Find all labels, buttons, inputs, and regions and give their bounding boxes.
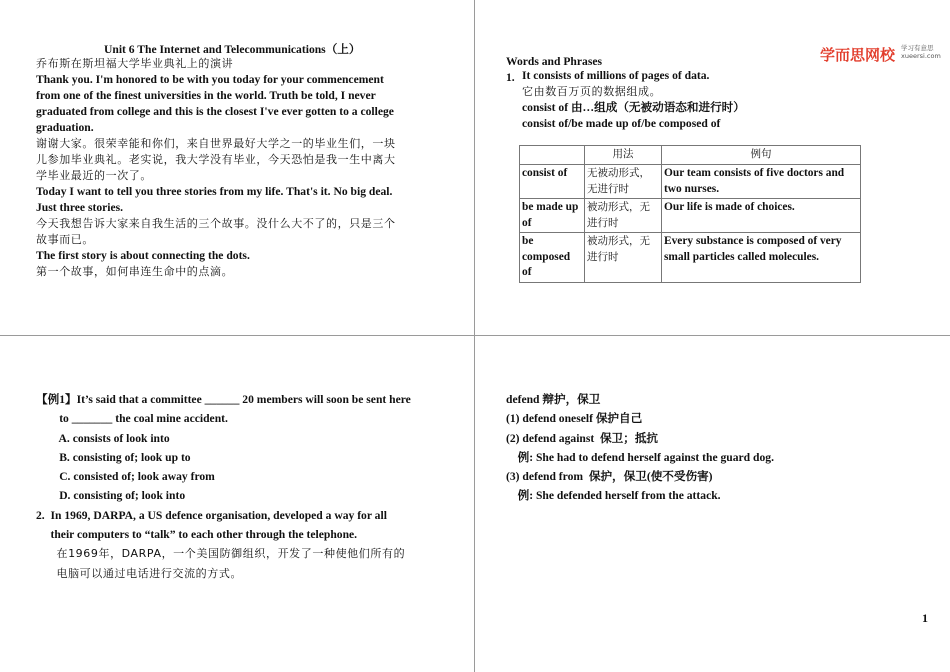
phrase-cell: be composed of	[520, 233, 585, 283]
table-row	[520, 199, 861, 233]
table-header-row	[520, 146, 861, 165]
table-header-cell: 例句	[662, 146, 861, 165]
slide4-body	[506, 390, 774, 506]
table-row	[520, 165, 861, 199]
text-line: consist of 由…组成（无被动语态和进行时）	[522, 101, 745, 114]
page-number: 1	[922, 611, 928, 625]
text-line: Today I want to tell you three stories from my life. That's it. No big deal.	[36, 185, 393, 198]
text-line: C. consisted of; look away from	[36, 470, 215, 484]
usage-cell: 被动形式，无进行时	[585, 233, 662, 283]
table-row	[520, 233, 861, 283]
vertical-divider	[474, 0, 475, 672]
horizontal-divider	[0, 335, 950, 336]
text-line: Just three stories.	[36, 201, 124, 214]
logo-main-text: 学而思网校	[820, 46, 896, 64]
slide3-body	[36, 390, 411, 583]
text-line: graduation.	[36, 121, 94, 134]
usage-table	[519, 145, 861, 283]
text-line: consist of/be made up of/be composed of	[522, 117, 721, 130]
example-cell: Our team consists of five doctors and two nurses.	[662, 165, 861, 199]
unit-title: Unit 6 The Internet and Telecommunications（上）	[104, 43, 361, 56]
text-line: D. consisting of; look into	[36, 489, 186, 503]
text-line: defend 辩护，保卫	[506, 393, 601, 406]
text-line: 【例1】It’s said that a committee ______ 20 members will soon be sent here	[36, 393, 411, 406]
text-line: to _______ the coal mine accident.	[36, 412, 228, 426]
text-line: (3) defend from 保护，保卫(使不受伤害)	[506, 470, 713, 484]
slide2-body	[522, 68, 745, 132]
logo-domain-text: xueersi.com	[901, 52, 941, 60]
text-line: 第一个故事，如何串连生命中的点滴。	[36, 265, 234, 278]
text-line: B. consisting of; look up to	[36, 450, 191, 464]
item-number-1: 1.	[506, 71, 515, 84]
usage-cell: 无被动形式，无进行时	[585, 165, 662, 199]
text-line: 学毕业最近的一次了。	[36, 169, 152, 182]
logo-sub-text: 学习有意思	[901, 44, 934, 52]
text-line: 2. In 1969, DARPA, a US defence organisation, developed a way for all	[36, 508, 387, 522]
xueersi-logo	[820, 44, 941, 65]
text-line: (2) defend against 保卫；抵抗	[506, 431, 659, 445]
text-line: Thank you. I'm honored to be with you today for your commencement	[36, 73, 384, 86]
table-header-cell: 用法	[585, 146, 662, 165]
text-line: 在1969年，DARPA，一个美国防御组织，开发了一种使他们所有的	[36, 547, 406, 561]
slide1-body	[36, 56, 396, 280]
text-line: from one of the finest universities in the world. Truth be told, I never	[36, 89, 376, 102]
text-line: 它由数百万页的数据组成。	[522, 85, 662, 98]
example-cell: Every substance is composed of very small particles called molecules.	[662, 233, 861, 283]
text-line: (1) defend oneself 保护自己	[506, 412, 643, 426]
text-line: 乔布斯在斯坦福大学毕业典礼上的演讲	[36, 57, 234, 70]
text-line: 电脑可以通过电话进行交流的方式。	[36, 566, 243, 580]
example-cell: Our life is made of choices.	[662, 199, 861, 233]
text-line: 今天我想告诉大家来自我生活的三个故事。没什么大不了的，只是三个	[36, 217, 396, 230]
table-header-cell	[520, 146, 585, 165]
text-line: graduated from college and this is the closest I've ever gotten to a college	[36, 105, 394, 118]
text-line: 儿参加毕业典礼。老实说，我大学没有毕业，今天恐怕是我一生中离大	[36, 153, 396, 166]
text-line: 例: She had to defend herself against the guard dog.	[506, 450, 774, 464]
phrase-cell: be made up of	[520, 199, 585, 233]
text-line: 例: She defended herself from the attack.	[506, 489, 721, 503]
text-line: The first story is about connecting the dots.	[36, 249, 250, 262]
usage-cell: 被动形式，无进行时	[585, 199, 662, 233]
words-heading: Words and Phrases	[506, 55, 602, 68]
text-line: It consists of millions of pages of data.	[522, 69, 710, 82]
text-line: A. consists of look into	[36, 431, 170, 445]
phrase-cell: consist of	[520, 165, 585, 199]
text-line: 谢谢大家。很荣幸能和你们，来自世界最好大学之一的毕业生们，一块	[36, 137, 396, 150]
text-line: their computers to “talk” to each other through the telephone.	[36, 528, 358, 542]
text-line: 故事而已。	[36, 233, 94, 246]
